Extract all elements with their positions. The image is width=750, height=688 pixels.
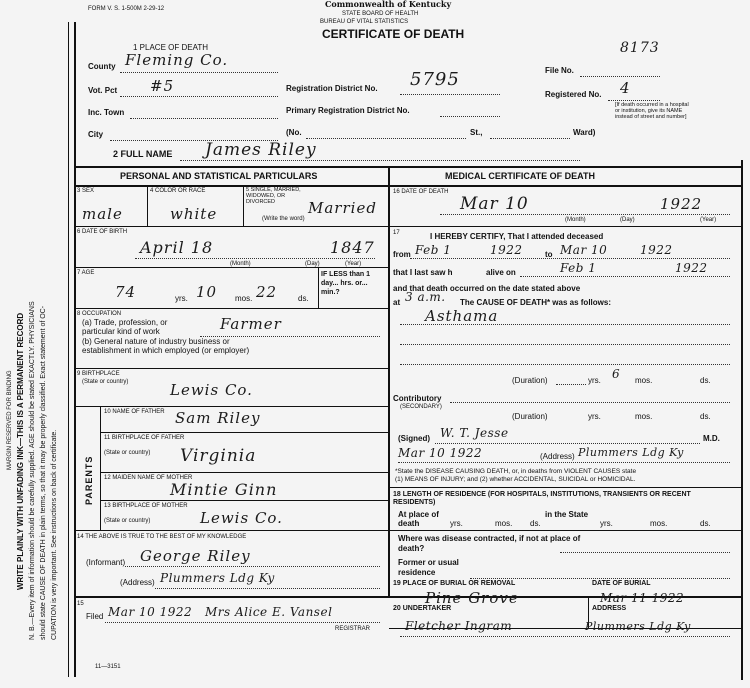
- write-plainly-note: WRITE PLAINLY WITH UNFADING INK—THIS IS A PERMANENT RECORD: [16, 312, 25, 590]
- date-of-death-year: 1922: [660, 195, 703, 213]
- duration-ds-label: ds.: [700, 376, 711, 385]
- father-birthplace-value: Virginia: [180, 446, 257, 466]
- commonwealth-title: Commonwealth of Kentucky: [325, 0, 452, 9]
- cause-of-death-value: Asthama: [425, 307, 499, 325]
- nb-note-2: should state CAUSE OF DEATH in plain terms, so that it may be properly classified. Exact statement of OC-: [40, 305, 47, 640]
- signed-date-value: Mar 10 1922: [398, 446, 483, 460]
- father-label: 10 NAME OF FATHER: [104, 409, 165, 415]
- ward-label: Ward): [573, 128, 596, 137]
- margin-reserved-note: MARGIN RESERVED FOR BINDING: [7, 370, 13, 470]
- contrib-ds-label: ds.: [700, 412, 711, 421]
- last-saw-value: Feb 1: [560, 261, 597, 275]
- medical-section-title: MEDICAL CERTIFICATE OF DEATH: [445, 171, 595, 181]
- nb-note-1: N. B.—Every item of information should be carefully supplied. AGE should be stated EXACTLY. PHYSICIANS: [29, 301, 36, 640]
- dob-month-day: April 18: [140, 238, 214, 257]
- dod-day-label: (Day): [620, 217, 635, 223]
- informant-address-value: Plummers Ldg Ky: [160, 571, 275, 585]
- doctor-address-value: Plummers Ldg Ky: [578, 446, 684, 459]
- full-name-label: 2 FULL NAME: [113, 149, 173, 159]
- certify-text: I HEREBY CERTIFY, That I attended deceased: [430, 232, 604, 241]
- father-value: Sam Riley: [175, 409, 261, 427]
- inc-town-label: Inc. Town: [88, 108, 125, 117]
- duration-label: (Duration): [512, 376, 548, 385]
- last-saw-text: that I last saw h: [393, 268, 453, 277]
- county-value: Fleming Co.: [125, 51, 229, 69]
- sex-value: male: [82, 205, 123, 223]
- state-ds-label: ds.: [700, 519, 711, 528]
- to-value: Mar 10: [560, 243, 608, 257]
- reg-district-label: Registration District No.: [286, 84, 378, 93]
- vot-value: #5: [150, 77, 175, 95]
- cause-note-2: (1) MEANS OF INJURY; and (2) whether ACCIDENTAL, SUICIDAL or HOMICIDAL.: [395, 476, 636, 483]
- state-mos-label: mos.: [650, 519, 668, 528]
- marital-sub: (Write the word): [262, 216, 305, 222]
- bureau-title: BUREAU OF VITAL STATISTICS: [320, 19, 409, 25]
- occupation-value: Farmer: [220, 315, 282, 333]
- birthplace-value: Lewis Co.: [170, 381, 253, 399]
- board-title: STATE BOARD OF HEALTH: [342, 11, 419, 17]
- yrs-label: yrs.: [175, 294, 188, 303]
- ds-label: ds.: [298, 294, 309, 303]
- occupation-label: 8 OCCUPATION: [77, 311, 122, 317]
- age-years: 74: [115, 283, 137, 301]
- city-label: City: [88, 130, 104, 139]
- marital-label: 5 SINGLE, MARRIED, WIDOWED, OR DIVORCED: [246, 187, 301, 205]
- mother-birthplace-label: 13 BIRTHPLACE OF MOTHER: [104, 503, 188, 509]
- doctor-address-label: (Address): [540, 452, 575, 461]
- father-birthplace-sub: (State or country): [104, 450, 151, 456]
- full-name-value: James Riley: [205, 140, 317, 160]
- cause-text: The CAUSE OF DEATH* was as follows:: [460, 298, 611, 307]
- to-year: 1922: [640, 243, 673, 257]
- occupation-a-label: (a) Trade, profession, or particular kind of work: [82, 318, 168, 336]
- date-of-death-value: Mar 10: [460, 194, 529, 214]
- dob-day-label: (Day): [305, 261, 320, 267]
- informant-address-label: (Address): [120, 578, 155, 587]
- registrar-label: REGISTRAR: [335, 626, 371, 632]
- from-value: Feb 1: [415, 243, 452, 257]
- signed-value: W. T. Jesse: [440, 426, 509, 440]
- res-yrs-label: yrs.: [450, 519, 463, 528]
- state-yrs-label: yrs.: [600, 519, 613, 528]
- certificate-title: CERTIFICATE OF DEATH: [322, 27, 465, 41]
- in-state-label: in the State: [545, 510, 589, 519]
- mother-value: Mintie Ginn: [170, 480, 278, 499]
- place-of-death-label: 1 PLACE OF DEATH: [133, 43, 208, 52]
- disease-contracted-label: Where was disease contracted, if not at place of death?: [398, 534, 581, 553]
- reg-district-value: 5795: [410, 69, 460, 90]
- primary-reg-label: Primary Registration District No.: [286, 106, 410, 115]
- cert-number-label: 17: [393, 230, 400, 236]
- death-occurred-text: and that death occurred on the date stated above: [393, 284, 581, 293]
- contrib-yrs-label: yrs.: [588, 412, 601, 421]
- filed-word-label: Filed: [86, 612, 104, 621]
- occupation-b-label: (b) General nature of industry business or establishment in which employed (or employer): [82, 337, 250, 355]
- former-residence-label: Former or usual residence: [398, 558, 459, 577]
- color-label: 4 COLOR OR RACE: [150, 188, 206, 194]
- at-label: at: [393, 298, 401, 307]
- filed-number-label: 15: [77, 601, 84, 607]
- marital-value: Married: [308, 199, 377, 217]
- registered-label: Registered No.: [545, 90, 602, 99]
- personal-section-title: PERSONAL AND STATISTICAL PARTICULARS: [120, 171, 318, 181]
- to-label: to: [545, 250, 553, 259]
- age-months: 10: [196, 283, 218, 301]
- res-ds-label: ds.: [530, 519, 541, 528]
- duration-value: 6: [612, 367, 621, 381]
- burial-label: 19 PLACE OF BURIAL OR REMOVAL: [393, 580, 516, 587]
- birthplace-label: 9 BIRTHPLACE: [77, 371, 120, 377]
- residence-label: 18 LENGTH OF RESIDENCE (FOR HOSPITALS, INSTITUTIONS, TRANSIENTS OR RECENT RESIDENTS): [393, 491, 691, 506]
- cause-note-1: *State the DISEASE CAUSING DEATH, or, in deaths from VIOLENT CAUSES state: [395, 468, 637, 475]
- undertaker-label: 20 UNDERTAKER: [393, 605, 452, 612]
- from-label: from: [393, 250, 411, 259]
- date-of-death-label: 16 DATE OF DEATH: [393, 189, 449, 195]
- county-label: County: [88, 62, 116, 71]
- dob-month-label: (Month): [230, 261, 251, 267]
- mos-label: mos.: [235, 294, 253, 303]
- time-of-death-value: 3 a.m.: [405, 290, 446, 304]
- registered-value: 4: [620, 79, 631, 97]
- mother-label: 12 MAIDEN NAME OF MOTHER: [104, 475, 193, 481]
- file-number-value: 8173: [620, 40, 660, 56]
- dod-year-label: (Year): [700, 217, 717, 223]
- date-of-burial-label: DATE OF BURIAL: [592, 580, 651, 587]
- burial-value: Pine Grove: [425, 589, 519, 607]
- undertaker-address-value: Plummers Ldg Ky: [585, 620, 691, 633]
- form-number: FORM V. S. 1-500M 2-29-12: [88, 6, 165, 12]
- birthplace-sub: (State or country): [82, 379, 129, 385]
- mother-birthplace-value: Lewis Co.: [200, 509, 283, 527]
- signed-label: (Signed): [398, 434, 430, 443]
- registrar-name: Mrs Alice E. Vansel: [205, 605, 333, 619]
- from-year: 1922: [490, 243, 523, 257]
- undertaker-address-label: ADDRESS: [592, 605, 627, 612]
- age-days: 22: [256, 283, 278, 301]
- dod-month-label: (Month): [565, 217, 586, 223]
- age-label: 7 AGE: [77, 270, 95, 276]
- file-label: File No.: [545, 66, 574, 75]
- parents-label: PARENTS: [84, 455, 94, 505]
- if-less-label: IF LESS than 1 day... hrs. or... min.?: [321, 271, 371, 296]
- vot-label: Vot. Pct: [88, 86, 118, 95]
- father-birthplace-label: 11 BIRTHPLACE OF FATHER: [104, 435, 185, 441]
- dob-label: 6 DATE OF BIRTH: [77, 229, 128, 235]
- sex-label: 3 SEX: [77, 188, 95, 194]
- mother-birthplace-sub: (State or country): [104, 518, 151, 524]
- alive-on-text: alive on: [486, 268, 516, 277]
- duration-mos-label: mos.: [635, 376, 653, 385]
- hospital-note: [If death occurred in a hospital or institution, give its NAME instead of street and number]: [615, 102, 689, 120]
- footer-code: 11—3151: [95, 664, 121, 670]
- duration-yrs-label: yrs.: [588, 376, 601, 385]
- dob-year: 1847: [330, 238, 375, 257]
- informant-intro: 14 THE ABOVE IS TRUE TO THE BEST OF MY KNOWLEDGE: [77, 534, 247, 540]
- res-mos-label: mos.: [495, 519, 513, 528]
- contributory-label: Contributory: [393, 394, 442, 403]
- contrib-duration-label: (Duration): [512, 412, 548, 421]
- at-place-of-death-label: At place of death: [398, 510, 439, 528]
- contrib-mos-label: mos.: [635, 412, 653, 421]
- dob-year-label: (Year): [345, 261, 362, 267]
- md-label: M.D.: [703, 434, 720, 443]
- informant-value: George Riley: [140, 547, 251, 565]
- nb-note-3: CUPATION is very important. See instructions on back of certificate.: [51, 429, 58, 640]
- last-saw-year: 1922: [675, 261, 708, 275]
- filed-value: Mar 10 1922: [108, 605, 193, 619]
- street-number-label: (No.: [286, 128, 302, 137]
- undertaker-value: Fletcher Ingram: [405, 619, 513, 633]
- date-of-burial-value: Mar 11 1922: [600, 591, 685, 605]
- secondary-label: (SECONDARY): [400, 404, 442, 410]
- color-value: white: [170, 205, 218, 223]
- street-label: St.,: [470, 128, 483, 137]
- informant-label: (Informant): [86, 558, 126, 567]
